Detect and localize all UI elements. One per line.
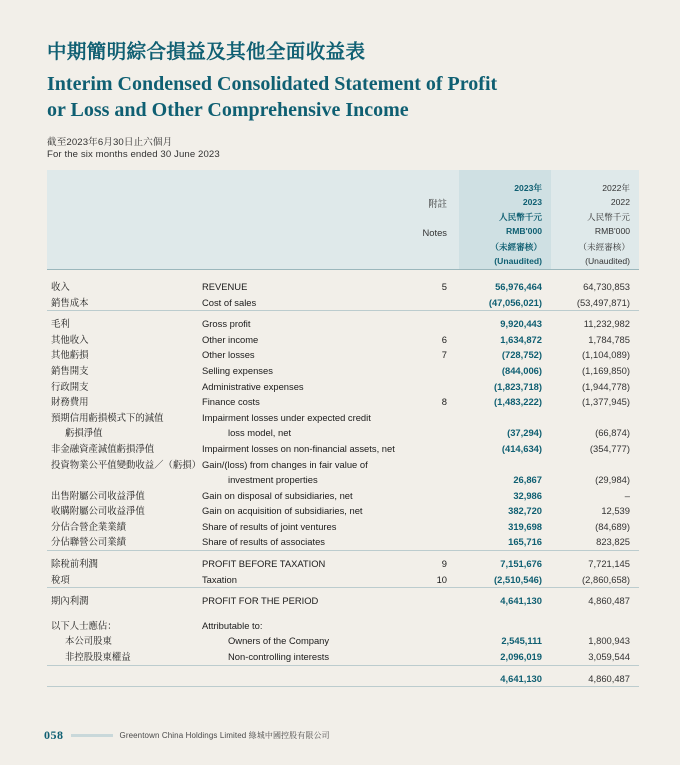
row-note <box>417 671 459 687</box>
period-subtitle-en: For the six months ended 30 June 2023 <box>47 148 220 160</box>
row-value-2023: (1,823,718) <box>494 380 542 392</box>
table-header-pad <box>47 170 639 182</box>
row-label-en: Other income <box>202 333 259 345</box>
row-value-2023: (728,752) <box>501 349 542 361</box>
table-row-total <box>47 671 639 687</box>
table-header-line1 <box>47 182 639 196</box>
header-y2-line2: 2022 <box>551 196 639 212</box>
row-label-zh: 收入 <box>51 280 70 292</box>
row-label-en: Gain/(loss) from changes in fair value of <box>202 458 368 470</box>
row-label-en: Finance costs <box>202 396 260 408</box>
table-row <box>47 556 639 572</box>
row-label-en: Taxation <box>202 573 237 585</box>
row-label-en: Administrative expenses <box>202 380 304 392</box>
row-value-2022: (2,860,658) <box>582 573 630 585</box>
row-note: 8 <box>441 396 447 408</box>
row-value-2023: 56,976,464 <box>495 280 542 292</box>
header-blank-note <box>417 170 459 182</box>
header-blank-y2 <box>551 170 639 182</box>
row-label-en: Other losses <box>202 349 255 361</box>
row-value-2022: 64,730,853 <box>583 280 630 292</box>
row-value-2022: (1,377,945) <box>582 396 630 408</box>
header-notes-en: Notes <box>417 225 459 241</box>
row-note <box>417 316 459 332</box>
row-value-2023: 4,641,130 <box>500 595 542 607</box>
row-value-2023: 32,986 <box>513 489 542 501</box>
table-row <box>47 534 639 550</box>
row-note <box>417 441 459 457</box>
row-note: 10 <box>436 573 447 585</box>
header-blank-zh <box>47 170 202 182</box>
row-note: 7 <box>441 349 447 361</box>
row-note <box>417 410 459 426</box>
header-y1-line3: 人民幣千元 <box>459 211 551 225</box>
row-label-en: Gain on disposal of subsidiaries, net <box>202 489 353 501</box>
row-note <box>417 618 459 634</box>
row-value-2023: 9,920,443 <box>500 318 542 330</box>
row-label-zh: 其他收入 <box>51 333 89 345</box>
row-value-2022: 7,721,145 <box>588 558 630 570</box>
row-value-2022: (1,944,778) <box>582 380 630 392</box>
row-label-en: Cost of sales <box>202 296 257 308</box>
row-label-zh: 非控股股東權益 <box>65 651 131 663</box>
row-value-2022: – <box>624 489 630 501</box>
row-value-2023: (844,006) <box>501 364 542 376</box>
table-row <box>47 394 639 410</box>
row-value-2022: 4,860,487 <box>588 672 630 684</box>
table-row <box>47 363 639 379</box>
row-label-en: Selling expenses <box>202 364 273 376</box>
row-label-zh: 分佔聯營公司業績 <box>51 536 127 548</box>
row-value-2022: (66,874) <box>595 427 630 439</box>
row-note <box>417 457 459 473</box>
table-row <box>47 295 639 311</box>
table-row <box>47 457 639 473</box>
table-row <box>47 279 639 295</box>
row-label-en <box>202 671 417 687</box>
table-row <box>47 332 639 348</box>
row-label-zh: 收購附屬公司收益淨值 <box>51 505 145 517</box>
row-value-2022: 3,059,544 <box>588 651 630 663</box>
table-row <box>47 379 639 395</box>
period-subtitle-zh: 截至2023年6月30日止六個月 <box>47 136 173 148</box>
row-label-zh: 除稅前利潤 <box>51 558 98 570</box>
table-row <box>47 649 639 665</box>
row-value-2022 <box>551 410 639 426</box>
row-value-2022: (1,169,850) <box>582 364 630 376</box>
rule-table-bottom <box>47 687 639 693</box>
table-header-line3 <box>47 211 639 225</box>
row-note <box>417 379 459 395</box>
row-value-2023 <box>459 410 551 426</box>
row-value-2022: 11,232,982 <box>583 318 630 330</box>
page-footer <box>44 728 330 743</box>
row-value-2023: 1,634,872 <box>500 333 542 345</box>
row-note <box>417 425 459 441</box>
table-row <box>47 410 639 426</box>
header-y1-line2: 2023 <box>459 196 551 212</box>
row-value-2023: (414,634) <box>501 442 542 454</box>
row-value-2022: 12,539 <box>601 505 630 517</box>
header-y1-line6: (Unaudited) <box>459 255 551 270</box>
row-note <box>417 472 459 488</box>
row-value-2022: 1,800,943 <box>588 635 630 647</box>
row-value-2023: 319,698 <box>508 520 542 532</box>
header-y2-line5: （未經審核） <box>551 241 639 255</box>
row-label-zh: 稅項 <box>51 573 70 585</box>
row-value-2023: (47,056,021) <box>488 296 542 308</box>
row-value-2023: 165,716 <box>508 536 542 548</box>
row-label-en: Share of results of associates <box>202 536 325 548</box>
row-note <box>417 534 459 550</box>
row-value-2022: (354,777) <box>589 442 630 454</box>
row-label-zh: 預期信用虧損模式下的減值 <box>51 411 164 423</box>
row-label-en: REVENUE <box>202 280 248 292</box>
row-label-zh: 出售附屬公司收益淨值 <box>51 489 145 501</box>
row-label-zh: 虧損淨值 <box>65 427 103 439</box>
row-label-en: Owners of the Company <box>228 635 330 647</box>
table-row <box>47 618 639 634</box>
row-value-2023: 2,096,019 <box>500 651 542 663</box>
row-label-zh: 行政開支 <box>51 380 89 392</box>
row-label-zh: 本公司股東 <box>65 635 112 647</box>
financial-statement-table <box>47 170 639 692</box>
row-value-2022: (84,689) <box>595 520 630 532</box>
row-note: 9 <box>441 558 447 570</box>
row-label-en: loss model, net <box>228 427 292 439</box>
row-value-2023: (2,510,546) <box>494 573 542 585</box>
table-row <box>47 347 639 363</box>
page-title-zh: 中期簡明綜合損益及其他全面收益表 <box>47 42 366 63</box>
row-note <box>417 295 459 311</box>
row-value-2023: 26,867 <box>513 474 542 486</box>
table-row <box>47 425 639 441</box>
row-value-2022: (53,497,871) <box>576 296 630 308</box>
row-label-zh: 財務費用 <box>51 396 89 408</box>
page-title-en: Interim Condensed Consolidated Statement of Profit or Loss and Other Comprehensive Income <box>47 73 498 122</box>
row-note <box>417 488 459 504</box>
row-label-zh: 以下人士應佔： <box>51 619 117 631</box>
footer-company-name: Greentown China Holdings Limited 綠城中國控股有限公司 <box>119 731 330 740</box>
footer-divider-icon <box>71 734 113 737</box>
table-row <box>47 316 639 332</box>
row-value-2022: 4,860,487 <box>588 595 630 607</box>
row-label-en: PROFIT BEFORE TAXATION <box>202 558 326 570</box>
table-row <box>47 472 639 488</box>
header-y1-line1: 2023年 <box>459 182 551 196</box>
row-label-en: Gross profit <box>202 318 251 330</box>
table-row <box>47 488 639 504</box>
row-label-en: Attributable to: <box>202 619 263 631</box>
row-value-2023: 7,151,676 <box>500 558 542 570</box>
row-label-en: Impairment losses under expected credit <box>202 411 371 423</box>
table-row <box>47 633 639 649</box>
row-label-zh: 其他虧損 <box>51 349 89 361</box>
spacer-attributable <box>47 609 639 618</box>
rule-after-header <box>47 269 639 279</box>
row-value-2022: (29,984) <box>595 474 630 486</box>
row-label-en: investment properties <box>228 474 318 486</box>
header-y1-line5: （未經審核） <box>459 241 551 255</box>
row-label-en: Impairment losses on non-financial assets, net <box>202 442 395 454</box>
header-y2-line6: (Unaudited) <box>551 255 639 270</box>
header-y2-line1: 2022年 <box>551 182 639 196</box>
row-value-2023: (1,483,222) <box>494 396 542 408</box>
row-value-2023: 2,545,111 <box>501 635 542 647</box>
row-note <box>417 649 459 665</box>
row-note: 5 <box>441 280 447 292</box>
table-header-line6 <box>47 255 639 270</box>
row-label-zh: 毛利 <box>51 318 70 330</box>
header-y2-line3: 人民幣千元 <box>551 211 639 225</box>
row-label-zh: 期內利潤 <box>51 595 89 607</box>
row-value-2023: 4,641,130 <box>500 672 542 684</box>
header-notes-zh: 附註 <box>417 196 459 212</box>
row-label-zh <box>47 472 202 488</box>
row-label-zh: 銷售成本 <box>51 296 89 308</box>
row-label-en: Share of results of joint ventures <box>202 520 337 532</box>
table-row <box>47 572 639 588</box>
header-y2-line4: RMB'000 <box>551 225 639 241</box>
row-note <box>417 363 459 379</box>
row-value-2022 <box>551 618 639 634</box>
row-value-2022: 823,825 <box>596 536 630 548</box>
row-value-2022: (1,104,089) <box>582 349 630 361</box>
row-note <box>417 519 459 535</box>
table-row <box>47 519 639 535</box>
table-header-line4 <box>47 225 639 241</box>
row-value-2022 <box>551 457 639 473</box>
page-number: 058 <box>44 728 64 742</box>
row-note <box>417 593 459 609</box>
row-value-2022: 1,784,785 <box>588 333 630 345</box>
row-label-zh: 銷售開支 <box>51 364 89 376</box>
row-value-2023: 382,720 <box>508 505 542 517</box>
row-label-zh: 投資物業公平值變動收益／（虧損） <box>51 458 202 470</box>
row-label-en: Gain on acquisition of subsidiaries, net <box>202 505 363 517</box>
row-label-zh: 分佔合營企業業績 <box>51 520 127 532</box>
table-row <box>47 441 639 457</box>
row-label-zh: 非金融資產減值虧損淨值 <box>51 442 155 454</box>
row-note <box>417 503 459 519</box>
row-value-2023 <box>459 457 551 473</box>
header-blank-en <box>202 170 417 182</box>
row-note: 6 <box>441 333 447 345</box>
header-blank-y1 <box>459 170 551 182</box>
row-value-2023: (37,294) <box>507 427 542 439</box>
row-label-en: Non-controlling interests <box>228 651 330 663</box>
row-label-en: PROFIT FOR THE PERIOD <box>202 595 319 607</box>
table-row <box>47 593 639 609</box>
table-header-line5 <box>47 241 639 255</box>
header-y1-line4: RMB'000 <box>459 225 551 241</box>
row-note <box>417 633 459 649</box>
table-row <box>47 503 639 519</box>
row-value-2023 <box>459 618 551 634</box>
table-header-line2 <box>47 196 639 212</box>
row-label-zh <box>47 671 202 687</box>
